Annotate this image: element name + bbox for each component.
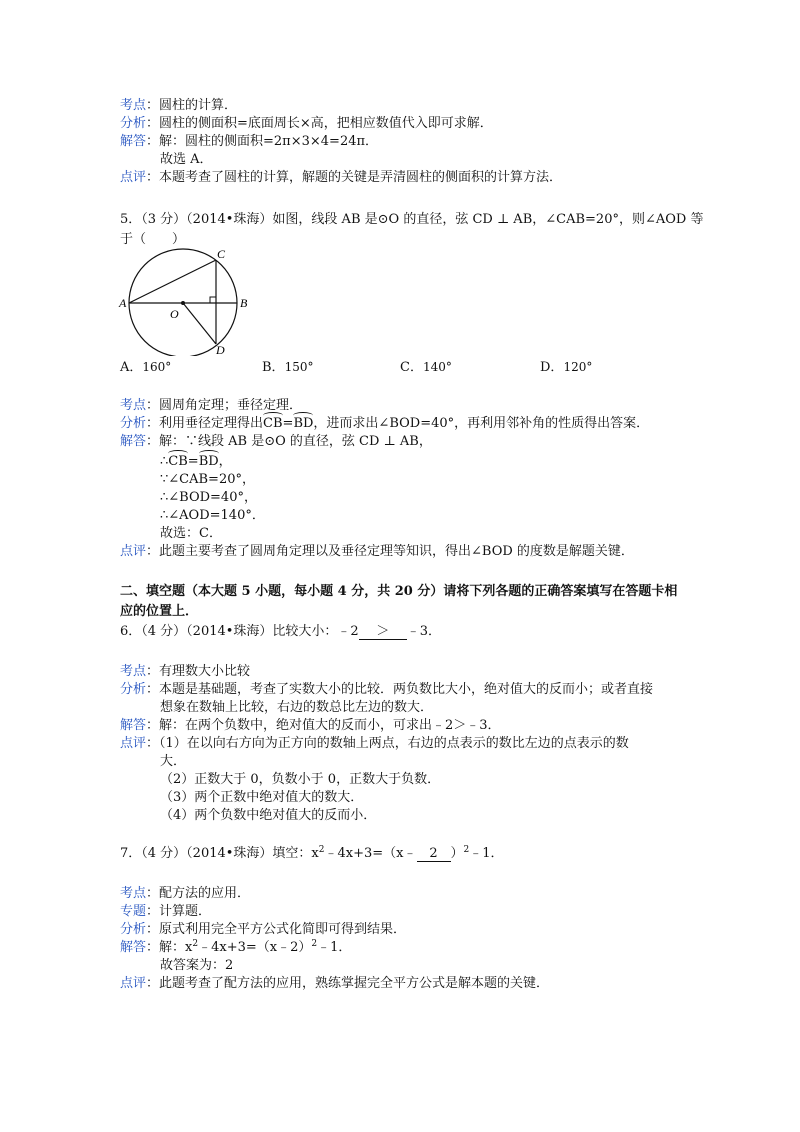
label-b: B (240, 296, 248, 310)
q4-jieda-line (120, 134, 378, 150)
tag-fenxi: 分析 (120, 116, 147, 131)
arc-bd: BD (293, 416, 314, 431)
q5-dianping-text: ：此题主要考查了圆周角定理以及垂径定理等知识，得出∠BOD 的度数是解题关键． (146, 544, 634, 559)
q6-dianping-line2: 大． (160, 754, 187, 769)
tag-fenxi: 分析 (120, 682, 147, 697)
q7-stem-d: ﹣1． (469, 846, 504, 861)
q4-jieda-choice: 故选 A． (160, 152, 213, 167)
q5-kaodian-text: ：圆周角定理；垂径定理． (146, 398, 303, 413)
q7-jieda-exponent: 2 (192, 939, 199, 949)
option-a (120, 356, 171, 375)
q4-jieda-text: ：解：圆柱的侧面积=2π×3×4=24π． (146, 134, 379, 149)
q7-kaodian-text: ：配方法的应用． (146, 886, 251, 901)
tag-jieda: 解答 (120, 134, 147, 149)
therefore-sign: ∴ (160, 454, 169, 469)
q6-stem-post: ﹣3． (406, 624, 441, 639)
option-a-value: 160° (142, 360, 172, 374)
q6-stem-pre: 6．（4 分）（2014•珠海）比较大小：﹣2 (120, 624, 359, 639)
tag-fenxi: 分析 (120, 922, 147, 937)
q4-dianping-line (120, 170, 562, 186)
q5-fenxi-post: ，进而求出∠BOD=40°，再利用邻补角的性质得出答案． (313, 416, 650, 431)
q6-dianping-line4: （3）两个正数中绝对值大的数大． (160, 790, 364, 805)
q5-step5: 故选：C． (160, 526, 222, 541)
q5-fenxi-line (120, 416, 649, 432)
q6-fenxi-line2: 想象在数轴上比较，右边的数总比左边的数大． (160, 700, 434, 715)
tag-dianping: 点评 (120, 544, 147, 559)
q7-stem (120, 846, 504, 862)
tag-jieda: 解答 (120, 434, 147, 449)
q7-stem-a: 7．（4 分）（2014•珠海）填空：x (120, 846, 319, 861)
q5-step4: ∴∠AOD=140°． (160, 508, 265, 523)
q5-fenxi-pre: ：利用垂径定理得出 (146, 416, 264, 431)
q7-jieda-b: ﹣4x+3=（x﹣2） (198, 940, 312, 955)
q7-jieda-c: ﹣1． (317, 940, 352, 955)
q6-stem (120, 624, 441, 640)
q7-exponent: 2 (318, 845, 325, 855)
option-c-letter: C． (400, 360, 423, 375)
q7-zhuanti-line (120, 904, 211, 920)
q6-fenxi-text: ：本题是基础题，考查了实数大小的比较．两负数比大小，绝对值大的反而小；或者直接 (146, 682, 654, 697)
q5-circle-figure (118, 246, 258, 356)
q7-stem-b: ﹣4x+3=（x﹣ (324, 846, 417, 861)
q5-stem-line2: 于（ ） (120, 232, 186, 247)
option-a-letter: A． (120, 360, 143, 375)
label-c: C (217, 247, 226, 261)
q4-kaodian-text: ：圆柱的计算． (146, 98, 238, 113)
option-d-letter: D． (540, 360, 564, 375)
q7-fenxi-text: ：原式利用完全平方公式化简即可得到结果． (146, 922, 407, 937)
q6-kaodian-text: ：有理数大小比较 (146, 664, 251, 679)
q6-jieda-line (120, 718, 501, 734)
equals-sign: = (187, 454, 199, 469)
q7-stem-c: ） (450, 846, 464, 861)
label-d: D (216, 343, 225, 356)
q6-dianping-text: ：（1）在以向右方向为正方向的数轴上两点，右边的点表示的数比左边的点表示的数 (146, 736, 629, 751)
q5-step1 (160, 454, 232, 470)
q7-fenxi-line (120, 922, 406, 938)
arc-bd-step: BD (198, 454, 219, 469)
q4-fenxi-text: ：圆柱的侧面积=底面周长×高，把相应数值代入即可求解． (146, 116, 493, 131)
q7-jieda-line (120, 940, 351, 956)
q7-zhuanti-text: ：计算题． (146, 904, 212, 919)
tag-fenxi: 分析 (120, 416, 147, 431)
arc-cb-step: CB (168, 454, 188, 469)
q5-step2: ∵∠CAB=20°， (160, 472, 255, 487)
tag-jieda: 解答 (120, 718, 147, 733)
option-c (400, 356, 452, 375)
radius-od (183, 303, 216, 344)
option-d (540, 356, 592, 375)
q6-fenxi-line (120, 682, 653, 698)
equals-sign: = (282, 416, 294, 431)
q5-jieda-text: ：解：∵线段 AB 是⊙O 的直径，弦 CD ⊥ AB， (146, 434, 432, 449)
q6-answer-blank: ＞ (359, 625, 407, 640)
option-b (262, 356, 313, 375)
chord-ac (129, 260, 216, 303)
tag-kaodian: 考点 (120, 664, 147, 679)
q5-dianping-line (120, 544, 634, 560)
q4-fenxi-line (120, 116, 493, 132)
q7-jieda-a: ：解：x (146, 940, 193, 955)
q7-answer-blank: 2 (417, 847, 451, 862)
section2-heading-line1: 二、填空题（本大题 5 小题，每小题 4 分，共 20 分）请将下列各题的正确答案填写在答题卡相 (120, 584, 678, 599)
q6-dianping-line5: （4）两个负数中绝对值大的反而小． (160, 808, 377, 823)
q6-dianping-line (120, 736, 629, 752)
option-d-value: 120° (563, 360, 593, 374)
tag-kaodian: 考点 (120, 98, 147, 113)
arc-cb: CB (263, 416, 283, 431)
tag-dianping: 点评 (120, 170, 147, 185)
tag-jieda: 解答 (120, 940, 147, 955)
q7-dianping-text: ：此题考查了配方法的应用，熟练掌握完全平方公式是解本题的关键． (146, 976, 550, 991)
q5-stem-line1: 5．（3 分）（2014•珠海）如图，线段 AB 是⊙O 的直径，弦 CD ⊥ AB，∠CAB=20°，则∠AOD 等 (120, 212, 704, 227)
q6-kaodian-line (120, 664, 250, 680)
label-o: O (170, 307, 179, 321)
q6-jieda-text: ：解：在两个负数中，绝对值大的反而小，可求出﹣2＞﹣3． (146, 718, 501, 733)
q4-kaodian-line (120, 98, 237, 114)
q7-dianping-line (120, 976, 549, 992)
section2-heading-line2: 应的位置上． (120, 604, 199, 619)
center-point (181, 301, 185, 305)
q7-jieda-line2: 故答案为：2 (160, 958, 234, 973)
tag-dianping: 点评 (120, 736, 147, 751)
right-angle-mark (210, 297, 216, 303)
comma: ， (218, 454, 232, 469)
q7-exponent-2: 2 (463, 845, 470, 855)
q5-step3: ∴∠BOD=40°， (160, 490, 257, 505)
tag-kaodian: 考点 (120, 398, 147, 413)
tag-zhuanti: 专题 (120, 904, 147, 919)
option-b-letter: B． (262, 360, 285, 375)
q5-jieda-line (120, 434, 432, 450)
option-b-value: 150° (284, 360, 314, 374)
tag-kaodian: 考点 (120, 886, 147, 901)
tag-dianping: 点评 (120, 976, 147, 991)
q7-kaodian-line (120, 886, 250, 902)
q6-dianping-line3: （2）正数大于 0，负数小于 0，正数大于负数． (160, 772, 441, 787)
q4-dianping-text: ：本题考查了圆柱的计算，解题的关键是弄清圆柱的侧面积的计算方法． (146, 170, 563, 185)
label-a: A (119, 296, 127, 310)
option-c-value: 140° (422, 360, 452, 374)
q7-jieda-exponent-2: 2 (311, 939, 318, 949)
